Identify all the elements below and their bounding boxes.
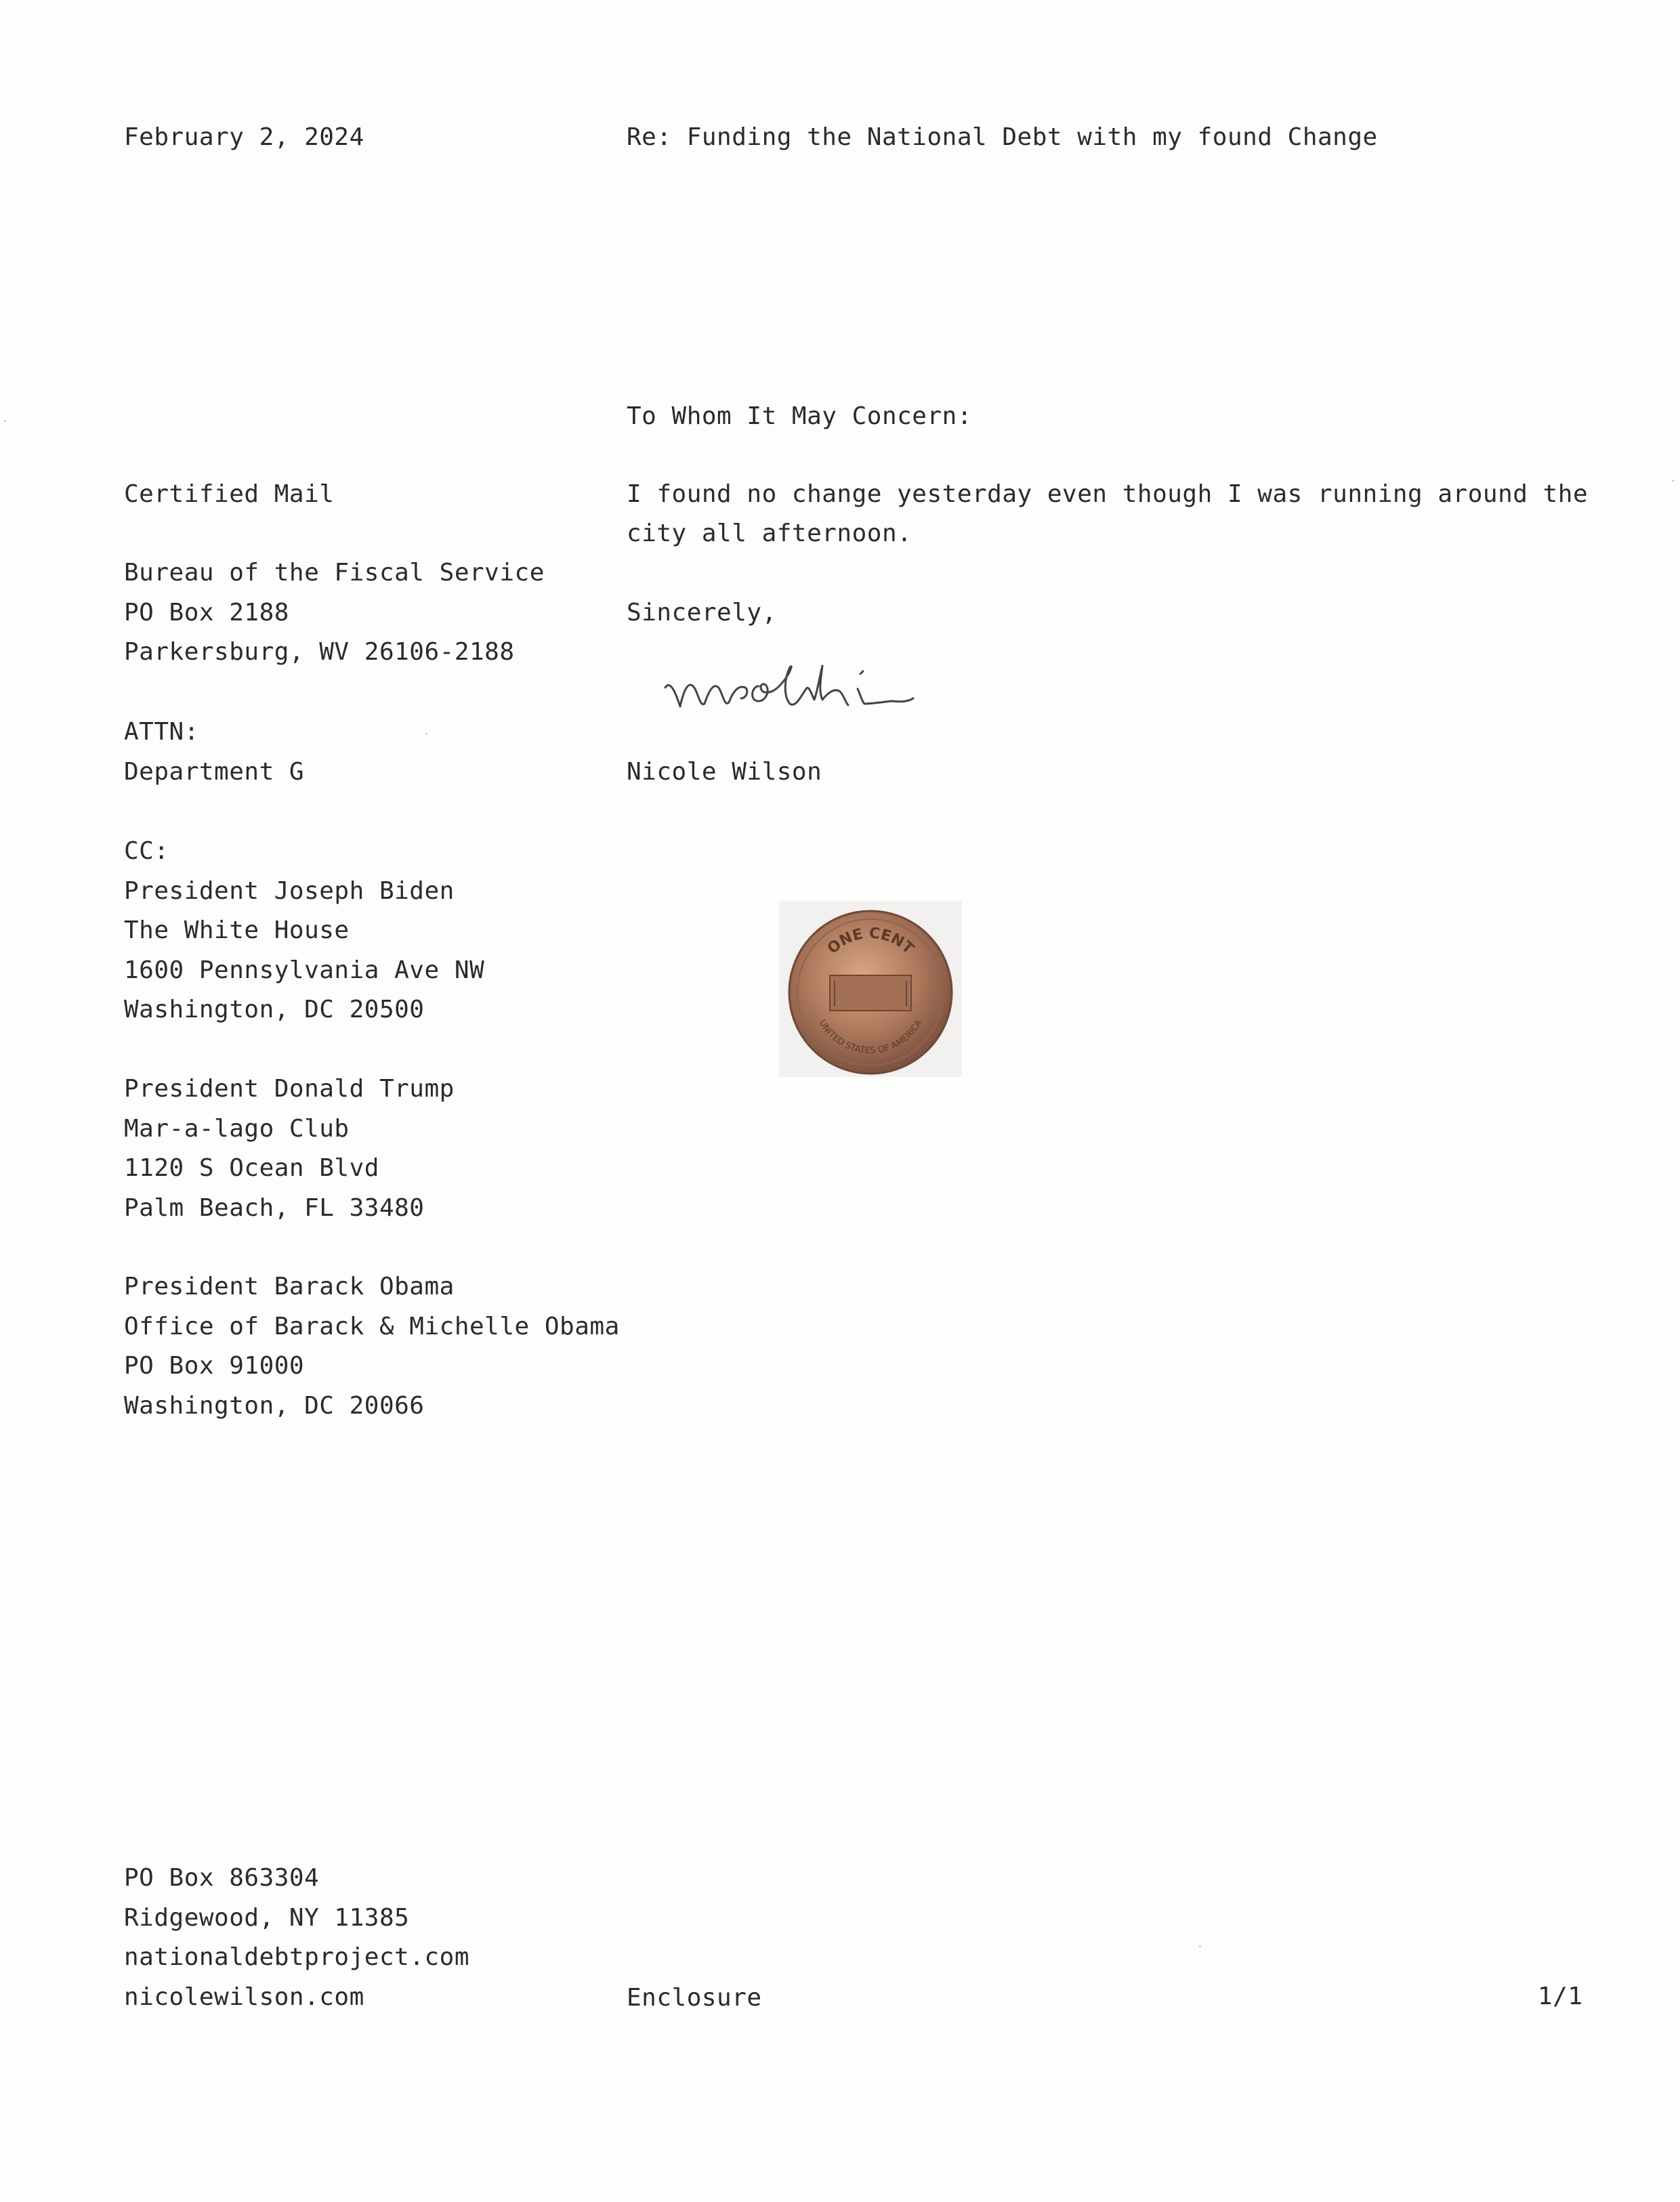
- svg-text:UNITED STATES OF AMERICA: UNITED STATES OF AMERICA: [816, 1018, 925, 1057]
- penny-coin-image: [772, 901, 969, 1084]
- enclosure-note: Enclosure: [627, 1984, 762, 2012]
- cc-line: PO Box 91000: [124, 1352, 305, 1380]
- recipient-address-line: PO Box 2188: [124, 598, 289, 627]
- cc-label: CC:: [124, 837, 169, 865]
- attn-label: ATTN:: [124, 718, 199, 746]
- sender-link[interactable]: nationaldebtproject.com: [124, 1943, 469, 1971]
- cc-block-2: [124, 1070, 455, 1228]
- scan-speck: [425, 733, 427, 735]
- delivery-method: Certified Mail: [124, 480, 335, 508]
- cc-line: Washington, DC 20066: [124, 1391, 425, 1420]
- salutation: To Whom It May Concern:: [627, 402, 972, 430]
- cc-line: 1120 S Ocean Blvd: [124, 1154, 379, 1182]
- signature-name: Nicole Wilson: [627, 758, 822, 786]
- scan-speck: [1672, 480, 1674, 482]
- body-line-2: city all afternoon.: [627, 520, 912, 547]
- cc-block-3: [124, 1267, 620, 1426]
- sender-address: [124, 1859, 469, 2017]
- attn-value: Department G: [124, 757, 305, 786]
- attn-block: [124, 713, 304, 792]
- body-line-1: I found no change yesterday even though I was running around the: [627, 480, 1589, 508]
- closing: Sincerely,: [627, 599, 777, 627]
- scan-speck: [1199, 1945, 1201, 1947]
- svg-text:ONE CENT: ONE CENT: [824, 925, 917, 958]
- scan-speck: [4, 420, 6, 422]
- recipient-address-line: Bureau of the Fiscal Service: [124, 559, 545, 587]
- sender-line: PO Box 863304: [124, 1864, 320, 1892]
- cc-line: Office of Barack & Michelle Obama: [124, 1312, 620, 1340]
- cc-line: Washington, DC 20500: [124, 996, 425, 1023]
- recipient-address-line: Parkersburg, WV 26106-2188: [124, 638, 515, 666]
- handwritten-signature: [657, 647, 982, 728]
- cc-line: President Donald Trump: [124, 1075, 455, 1103]
- cc-line: Mar-a-lago Club: [124, 1114, 350, 1143]
- cc-line: President Joseph Biden: [124, 876, 455, 905]
- cc-line: 1600 Pennsylvania Ave NW: [124, 956, 485, 984]
- cc-line: President Barack Obama: [124, 1273, 455, 1300]
- recipient-address: [124, 553, 545, 673]
- sender-line: Ridgewood, NY 11385: [124, 1903, 410, 1932]
- sender-link[interactable]: nicolewilson.com: [124, 1983, 364, 2011]
- cc-block-1: [124, 832, 484, 1030]
- letter-subject: Re: Funding the National Debt with my found Change: [627, 123, 1378, 151]
- cc-line: Palm Beach, FL 33480: [124, 1193, 425, 1222]
- letter-date: February 2, 2024: [124, 123, 364, 151]
- cc-line: The White House: [124, 916, 350, 944]
- page-number: 1/1: [1538, 1983, 1583, 2010]
